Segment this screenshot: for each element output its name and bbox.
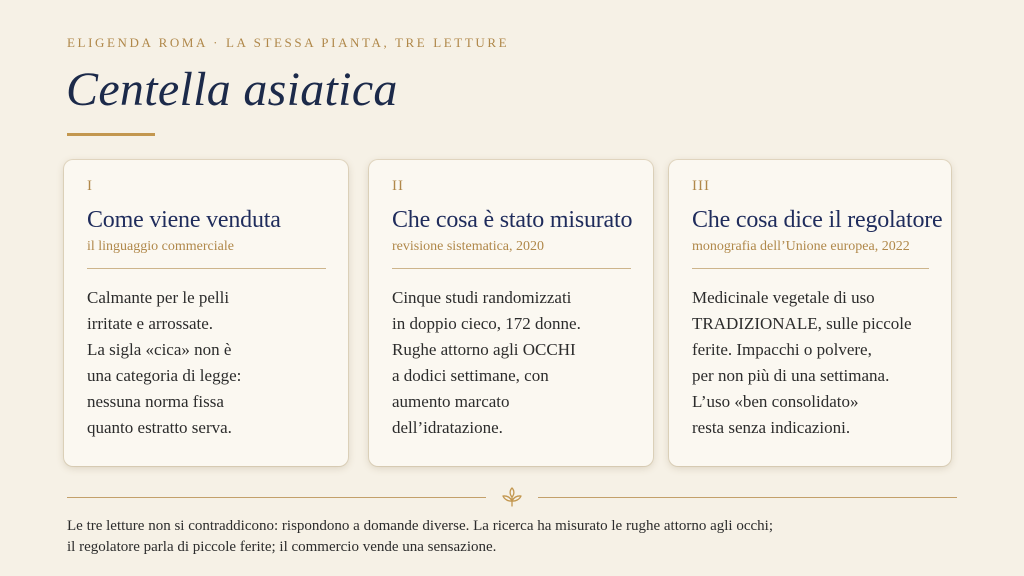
card-body-line: Rughe attorno agli OCCHI <box>392 340 576 359</box>
card-body-line: aumento marcato <box>392 392 510 411</box>
card-divider <box>692 268 929 269</box>
card-numeral: I <box>87 178 93 194</box>
card-body-line: una categoria di legge: <box>87 366 242 385</box>
card-divider <box>392 268 631 269</box>
card-title: Che cosa dice il regolatore <box>692 207 943 233</box>
card-sales <box>64 160 348 466</box>
card-subtitle: revisione sistematica, 2020 <box>392 239 545 254</box>
card-body-line: quanto estratto serva. <box>87 418 232 437</box>
footer-line: Le tre letture non si contraddicono: rispondono a domande diverse. La ricerca ha misurato le rughe attorno agli occhi; <box>67 518 774 534</box>
card-body-line: per non più di una settimana. <box>692 366 890 385</box>
card-title: Che cosa è stato misurato <box>392 207 633 233</box>
sprig-icon <box>499 486 525 508</box>
card-body-line: L’uso «ben consolidato» <box>692 392 859 411</box>
card-body <box>692 285 929 441</box>
card-body-line: irritate e arrossate. <box>87 314 214 333</box>
card-subtitle: il linguaggio commerciale <box>87 239 234 254</box>
card-body-line: a dodici settimane, con <box>392 366 549 385</box>
card-body-line: TRADIZIONALE, sulle piccole <box>692 314 912 333</box>
card-body-line: dell’idratazione. <box>392 418 503 437</box>
card-research <box>369 160 653 466</box>
card-body-line: in doppio cieco, 172 donne. <box>392 314 581 333</box>
card-body-line: Calmante per le pelli <box>87 288 230 307</box>
footer-note <box>67 516 967 558</box>
divider-line-right <box>538 497 957 498</box>
card-body-line: Medicinale vegetale di uso <box>692 288 875 307</box>
card-numeral: II <box>392 178 404 194</box>
divider-line-left <box>67 497 486 498</box>
card-body <box>87 285 326 441</box>
card-body-line: ferite. Impacchi o polvere, <box>692 340 872 359</box>
footer-line: il regolatore parla di piccole ferite; il commercio vende una sensazione. <box>67 539 497 555</box>
ornament-divider <box>67 486 957 508</box>
series-kicker: ELIGENDA ROMA · LA STESSA PIANTA, TRE LETTURE <box>67 35 510 50</box>
card-regulator <box>669 160 951 466</box>
card-body-line: nessuna norma fissa <box>87 392 224 411</box>
card-body <box>392 285 631 441</box>
card-numeral: III <box>692 178 710 194</box>
card-title: Come viene venduta <box>87 207 281 233</box>
card-body-line: Cinque studi randomizzati <box>392 288 572 307</box>
card-divider <box>87 268 326 269</box>
card-body-line: resta senza indicazioni. <box>692 418 851 437</box>
card-body-line: La sigla «cica» non è <box>87 340 232 359</box>
page-title: Centella asiatica <box>66 63 398 116</box>
card-subtitle: monografia dell’Unione europea, 2022 <box>692 239 910 254</box>
title-underline <box>67 133 155 136</box>
